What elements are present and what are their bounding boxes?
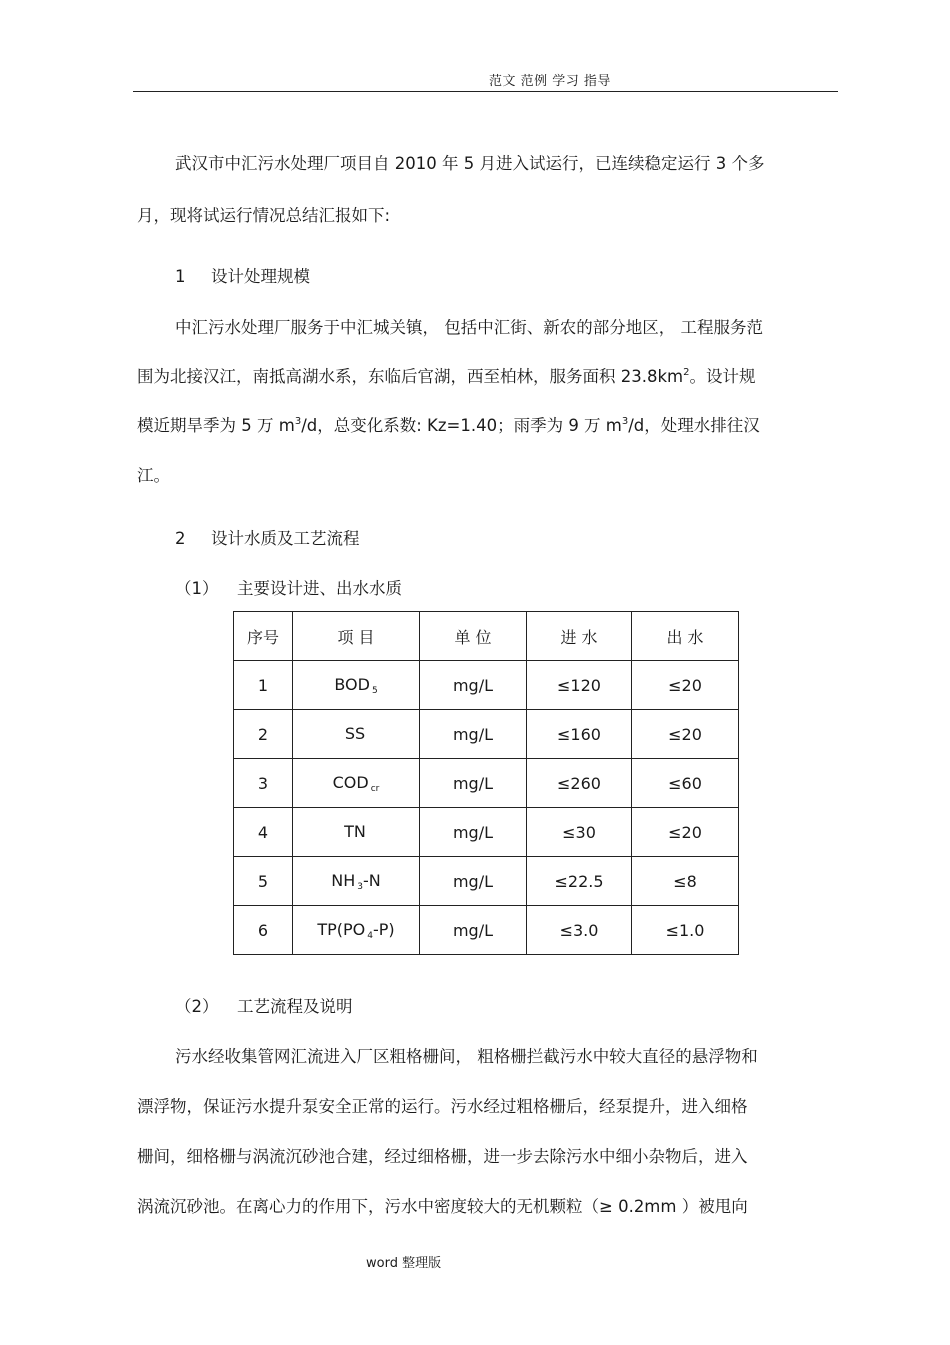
cell-inflow: ≤160 [527,710,632,759]
table-row [234,857,739,906]
superscript-3a: 3 [294,416,302,427]
section-1-line-3-a: 模近期旱季为 5 万 m [137,416,295,435]
cell-unit: mg/L [420,759,527,808]
process-line-4: 涡流沉砂池。在离心力的作用下，污水中密度较大的无机颗粒（≥ 0.2mm ）被甩向 [137,1197,748,1216]
table-header-row [234,612,739,661]
subsection-1-heading [175,575,402,599]
cell-item [293,857,420,906]
cell-item [293,906,420,955]
superscript-3b: 3 [621,416,629,427]
cell-no: 5 [234,857,293,906]
intro-line-1: 武汉市中汇污水处理厂项目自 2010 年 5 月进入试运行，已连续稳定运行 3 个多 [175,154,765,173]
header-inflow: 进 水 [527,612,632,661]
table-row [234,710,739,759]
cell-outflow: ≤8 [632,857,739,906]
subsection-2-heading [175,993,353,1017]
subsection-1-number: （1） [175,579,219,598]
intro-line-2: 月，现将试运行情况总结汇报如下: [137,206,391,225]
section-2-heading [175,525,360,549]
cell-outflow: ≤20 [632,808,739,857]
superscript-2: 2 [683,367,690,378]
cell-inflow: ≤3.0 [527,906,632,955]
section-1-heading [175,263,310,287]
cell-unit: mg/L [420,661,527,710]
cell-item [293,759,420,808]
process-line-1: 污水经收集管网汇流进入厂区粗格栅间， 粗格栅拦截污水中较大直径的悬浮物和 [175,1047,758,1066]
table-row [234,906,739,955]
section-1-line-1: 中汇污水处理厂服务于中汇城关镇， 包括中汇街、新农的部分地区， 工程服务范 [175,318,763,337]
cell-unit: mg/L [420,808,527,857]
section-1-line-2-text: 围为北接汉江，南抵高湖水系，东临后官湖，西至柏林，服务面积 23.8km [137,367,684,386]
cell-inflow: ≤22.5 [527,857,632,906]
item-text: TP(PO [317,919,366,939]
water-quality-table [233,611,739,955]
header-unit: 单 位 [420,612,527,661]
header-item: 项 目 [293,612,420,661]
section-2-number: 2 [175,529,186,548]
cell-no: 1 [234,661,293,710]
section-1-number: 1 [175,267,186,286]
section-1-line-2-end: 。设计规 [689,367,756,386]
section-2-title: 设计水质及工艺流程 [211,529,360,548]
cell-no: 3 [234,759,293,808]
section-1-line-2 [137,363,837,387]
process-line-3: 栅间，细格栅与涡流沉砂池合建，经过细格栅，进一步去除污水中细小杂物后，进入 [137,1147,748,1166]
item-subscript: 5 [371,685,378,696]
cell-unit: mg/L [420,710,527,759]
cell-no: 6 [234,906,293,955]
section-1-line-3-c: /d，处理水排往汉 [628,416,760,435]
cell-outflow: ≤20 [632,710,739,759]
header-divider [133,91,838,92]
header-no: 序号 [234,612,293,661]
cell-unit: mg/L [420,857,527,906]
item-text: SS [344,723,366,743]
subsection-1-title: 主要设计进、出水水质 [237,579,402,598]
item-text: NH [331,870,356,890]
subsection-2-number: （2） [175,997,219,1016]
page-header: 范文 范例 学习 指导 [489,74,611,89]
item-tail: -P) [372,919,395,939]
cell-item [293,808,420,857]
section-1-line-3-b: /d，总变化系数: Kz=1.40；雨季为 9 万 m [301,416,622,435]
item-text: COD [332,772,369,792]
cell-item [293,710,420,759]
header-outflow: 出 水 [632,612,739,661]
cell-inflow: ≤260 [527,759,632,808]
cell-outflow: ≤1.0 [632,906,739,955]
process-line-2: 漂浮物，保证污水提升泵安全正常的运行。污水经过粗格栅后，经泵提升，进入细格 [137,1097,748,1116]
item-text: TN [344,821,366,841]
cell-no: 2 [234,710,293,759]
table-row [234,808,739,857]
section-1-title: 设计处理规模 [211,267,310,286]
table-row [234,661,739,710]
page-footer: word 整理版 [366,1256,442,1271]
section-1-line-3 [137,412,837,436]
cell-outflow: ≤20 [632,661,739,710]
cell-unit: mg/L [420,906,527,955]
item-subscript: 4 [367,930,373,941]
cell-inflow: ≤30 [527,808,632,857]
item-tail: -N [362,870,381,890]
table-row [234,759,739,808]
subsection-2-title: 工艺流程及说明 [237,997,353,1016]
item-text: BOD [334,674,370,694]
cell-no: 4 [234,808,293,857]
cell-item [293,661,420,710]
cell-outflow: ≤60 [632,759,739,808]
cell-inflow: ≤120 [527,661,632,710]
section-1-line-4: 江。 [137,466,170,485]
item-subscript: 3 [357,881,363,892]
item-subscript: cr [370,783,380,794]
